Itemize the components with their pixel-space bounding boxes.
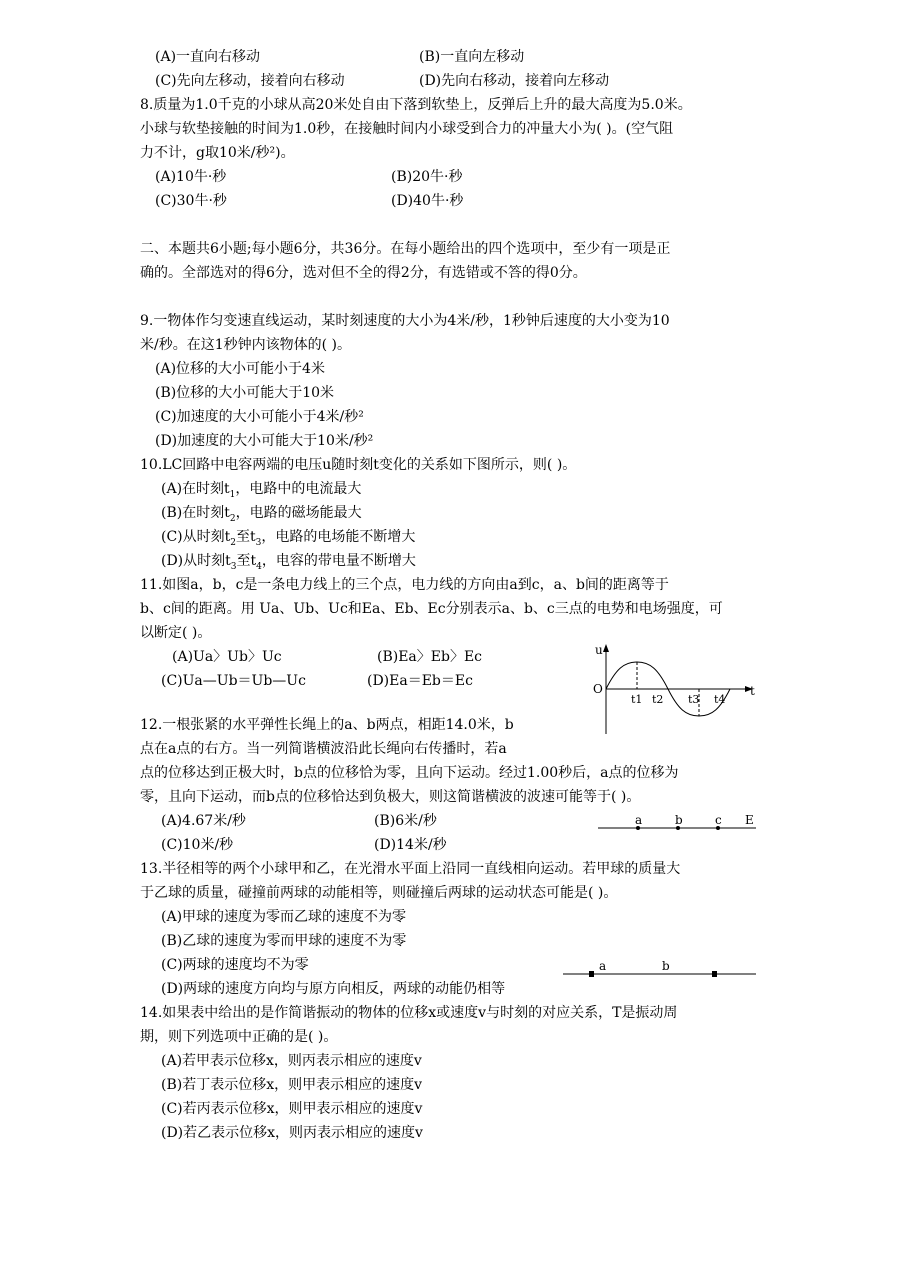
q9-option-a: (A)位移的大小可能小于4米 — [155, 361, 325, 377]
rope-a-label: a — [599, 959, 607, 973]
u-t-graph — [590, 642, 765, 737]
u-axis-label: u — [595, 643, 603, 657]
q10-option-c: (C)从时刻$t_2$至$t_3$，电路的电场能不断增大 — [161, 529, 416, 548]
q13-stem-line2: 于乙球的质量，碰撞前两球的动能相等，则碰撞后两球的运动状态可能是( )。 — [140, 885, 618, 901]
q13-option-a: (A)甲球的速度为零而乙球的速度不为零 — [161, 909, 407, 925]
point-b-label: b — [675, 813, 683, 827]
q7-option-d: (D)先向右移动，接着向左移动 — [419, 73, 610, 89]
q8-option-b: (B)20牛·秒 — [391, 169, 463, 185]
q12-option-c: (C)10米/秒 — [161, 837, 234, 853]
t3-label: t3 — [688, 693, 700, 706]
field-e-label: E — [745, 813, 754, 827]
q7-option-c: (C)先向左移动，接着向右移动 — [155, 73, 345, 89]
q11-option-b: (B)Ea〉Eb〉Ec — [377, 649, 483, 665]
q11-option-d: (D)Ea＝Eb＝Ec — [367, 673, 473, 689]
q8-option-d: (D)40牛·秒 — [391, 193, 464, 209]
t1-label: t1 — [631, 693, 643, 706]
section2-instructions-line2: 确的。全部选对的得6分，选对但不全的得2分，有选错或不答的得0分。 — [140, 265, 587, 281]
q10-option-b: (B)在时刻$t_2$，电路的磁场能最大 — [161, 505, 362, 524]
point-b-marker — [712, 971, 717, 977]
q13-option-d: (D)两球的速度方向均与原方向相反，两球的动能仍相等 — [161, 981, 506, 997]
field-line-diagram — [596, 810, 761, 834]
q9-option-d: (D)加速度的大小可能大于10米/秒² — [155, 433, 374, 449]
q14-option-a: (A)若甲表示位移x，则丙表示相应的速度v — [161, 1053, 422, 1069]
q8-option-c: (C)30牛·秒 — [155, 193, 227, 209]
q12-stem-line1: 12.一根张紧的水平弹性长绳上的a、b两点，相距14.0米，b — [140, 717, 514, 733]
point-c-label: c — [715, 813, 722, 827]
q8-option-a: (A)10牛·秒 — [155, 169, 227, 185]
q9-stem-line2: 米/秒。在这1秒钟内该物体的( )。 — [140, 337, 351, 353]
q11-stem-line3: 以断定( )。 — [140, 625, 212, 641]
q11-stem-line2: b、c间的距离。用 Ua、Ub、Uc和Ea、Eb、Ec分别表示a、b、c三点的电势和电场强度，可 — [140, 601, 723, 617]
q9-option-b: (B)位移的大小可能大于10米 — [155, 385, 335, 401]
q14-stem-line2: 期，则下列选项中正确的是( )。 — [140, 1029, 338, 1045]
rope-diagram — [560, 958, 760, 982]
t2-label: t2 — [652, 693, 664, 706]
q13-stem-line1: 13.半径相等的两个小球甲和乙，在光滑水平面上沿同一直线相向运动。若甲球的质量大 — [140, 861, 681, 877]
point-a-marker — [589, 971, 594, 977]
q12-option-a: (A)4.67米/秒 — [161, 813, 246, 829]
q10-option-a: (A)在时刻$t_1$，电路中的电流最大 — [161, 481, 362, 500]
q13-option-b: (B)乙球的速度为零而甲球的速度不为零 — [161, 933, 407, 949]
point-a-label: a — [635, 813, 643, 827]
q12-stem-line4: 零，且向下运动，而b点的位移恰达到负极大，则这简谐横波的波速可能等于( )。 — [140, 789, 641, 805]
q10-stem: 10.LC回路中电容两端的电压u随时刻t变化的关系如下图所示，则( )。 — [140, 457, 577, 473]
q12-option-b: (B)6米/秒 — [374, 813, 437, 829]
section2-instructions-line1: 二、本题共6小题;每小题6分，共36分。在每小题给出的四个选项中，至少有一项是正 — [140, 241, 671, 257]
q11-option-c: (C)Ua—Ub＝Ub—Uc — [161, 673, 306, 689]
q11-stem-line1: 11.如图a，b，c是一条电力线上的三个点，电力线的方向由a到c，a、b间的距离等于 — [140, 577, 669, 593]
q12-stem-line2: 点在a点的右方。当一列简谐横波沿此长绳向右传播时，若a — [140, 741, 507, 757]
q8-stem-line3: 力不计，g取10米/秒²)。 — [140, 145, 295, 161]
q14-option-d: (D)若乙表示位移x，则丙表示相应的速度v — [161, 1125, 423, 1141]
rope-b-label: b — [662, 959, 670, 973]
q8-stem-line1: 8.质量为1.0千克的小球从高20米处自由下落到软垫上，反弹后上升的最大高度为5.0米。 — [140, 97, 692, 113]
t-axis-label: t — [750, 684, 755, 698]
q12-stem-line3: 点的位移达到正极大时，b点的位移恰为零，且向下运动。经过1.00秒后，a点的位移为 — [140, 765, 679, 781]
q8-stem-line2: 小球与软垫接触的时间为1.0秒，在接触时间内小球受到合力的冲量大小为( )。(空气阻 — [140, 121, 674, 137]
origin-label: O — [593, 682, 603, 696]
q9-stem-line1: 9.一物体作匀变速直线运动，某时刻速度的大小为4米/秒，1秒钟后速度的大小变为10 — [140, 313, 670, 329]
q7-option-b: (B)一直向左移动 — [419, 49, 525, 65]
q14-stem-line1: 14.如果表中给出的是作简谐振动的物体的位移x或速度v与时刻的对应关系，T是振动周 — [140, 1005, 678, 1021]
q7-option-a: (A)一直向右移动 — [155, 49, 261, 65]
q11-option-a: (A)Ua〉Ub〉Uc — [172, 649, 282, 665]
q14-option-c: (C)若丙表示位移x，则甲表示相应的速度v — [161, 1101, 423, 1117]
u-axis-arrow-icon — [603, 644, 609, 652]
q12-option-d: (D)14米/秒 — [374, 837, 447, 853]
q13-option-c: (C)两球的速度均不为零 — [161, 957, 309, 973]
t4-label: t4 — [714, 693, 726, 706]
q9-option-c: (C)加速度的大小可能小于4米/秒² — [155, 409, 364, 425]
q14-option-b: (B)若丁表示位移x，则甲表示相应的速度v — [161, 1077, 423, 1093]
q10-option-d: (D)从时刻$t_3$至$t_4$，电容的带电量不断增大 — [161, 553, 416, 572]
